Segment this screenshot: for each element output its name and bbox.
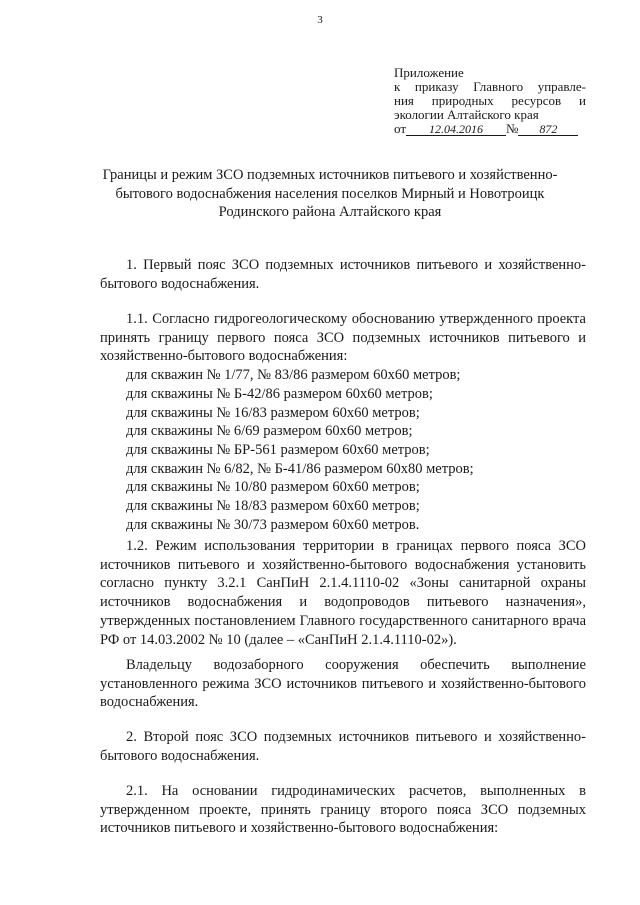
appendix-order-line-1: к приказу Главного управле-	[394, 79, 586, 94]
section-1	[100, 256, 586, 293]
handwritten-date: 12.04.2016	[406, 123, 506, 136]
appendix-order-line-2: ния природных ресурсов и	[394, 93, 586, 108]
handwritten-number: 872	[518, 123, 578, 136]
well-item: для скважины № 10/80 размером 60х60 метров;	[126, 479, 420, 496]
section-1-2	[100, 537, 586, 649]
well-item: для скважины № 16/83 размером 60х60 метров;	[126, 404, 420, 421]
number-label: №	[506, 121, 519, 136]
section-1-1	[100, 310, 586, 534]
paragraph-1-2: 1.2. Режим использования территории в границах первого пояса ЗСО источников питьевого и хозяйственно-бытового водоснабжения установить согласно пункту 3.2.1 СанПиН 2.1.4.1110-02 «Зоны санитарной охраны источников водоснабжения и водопроводов питьевого назначения», утвержденных постановлением Главного государственного санитарного врача РФ от 14.03.2002 № 10 (далее – «СанПиН 2.1.4.1110-02»).	[100, 538, 586, 648]
section-2	[100, 728, 586, 765]
well-item: для скважин № 6/82, № Б-41/86 размером 60х80 метров;	[126, 460, 474, 477]
page-number: 3	[317, 14, 323, 26]
well-item: для скважины № 18/83 размером 60х60 метров;	[126, 498, 420, 515]
well-item: для скважины № БР-561 размером 60х60 метров;	[126, 441, 430, 458]
paragraph-1-1: 1.1. Согласно гидрогеологическому обоснованию утвержденного проекта принять границу первого пояса ЗСО подземных источников питьевого и хозяйственно-бытового водоснабжения:	[100, 311, 586, 365]
wells-list	[100, 366, 586, 534]
paragraph-2-1: 2.1. На основании гидродинамических расчетов, выполненных в утвержденном проекте, принять границу второго пояса ЗСО подземных источников питьевого и хозяйственно-бытового водоснабжения:	[100, 783, 586, 837]
well-item: для скважин № 1/77, № 83/86 размером 60х60 метров;	[126, 367, 461, 384]
appendix-date-number-line	[394, 122, 586, 136]
well-item: для скважины № Б-42/86 размером 60х60 метров;	[126, 385, 433, 402]
well-item: для скважины № 6/69 размером 60х60 метров;	[126, 423, 413, 440]
date-prefix: от	[394, 121, 407, 136]
section-2-1	[100, 782, 586, 838]
section-1-heading: 1. Первый пояс ЗСО подземных источников питьевого и хозяйственно-бытового водоснабжения.	[100, 257, 586, 292]
appendix-block	[394, 66, 586, 136]
appendix-label: Приложение	[394, 65, 464, 80]
section-2-heading: 2. Второй пояс ЗСО подземных источников питьевого и хозяйственно-бытового водоснабжения.	[100, 729, 586, 764]
well-item: для скважины № 30/73 размером 60х60 метров.	[126, 516, 420, 533]
appendix-order-line-3: экологии Алтайского края	[394, 107, 539, 122]
document-title: Границы и режим ЗСО подземных источников питьевого и хозяйственно-бытового водоснабжения населения поселков Мирный и Новотроицк Родинского района Алтайского края	[102, 167, 558, 220]
owner-paragraph: Владельцу водозаборного сооружения обеспечить выполнение установленного режима ЗСО источников питьевого и хозяйственно-бытового водоснабжения.	[100, 657, 586, 711]
owner-paragraph-block	[100, 656, 586, 712]
